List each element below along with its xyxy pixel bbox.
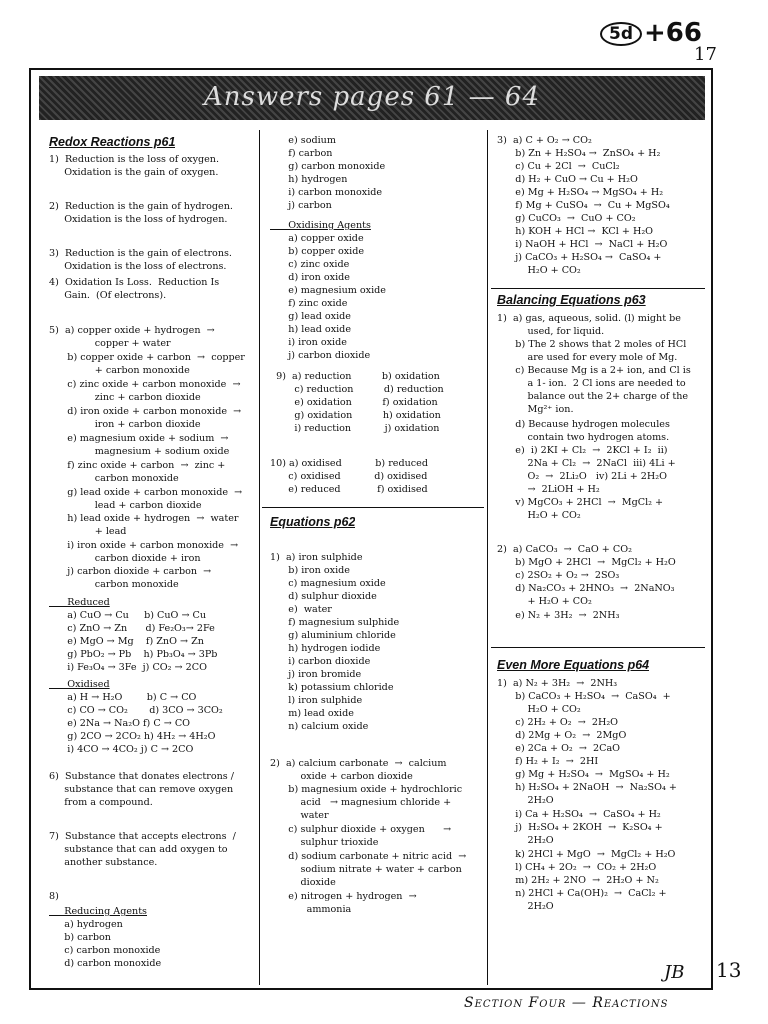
answer-line: → 2LiOH + H₂ <box>497 484 600 495</box>
answer-line: c) magnesium oxide <box>270 578 386 589</box>
answer-line: k) 2HCl + MgO → MgCl₂ + H₂O <box>497 849 676 860</box>
answer-line: b) copper oxide + carbon → copper <box>49 352 245 363</box>
answer-line: i) 4CO → 4CO₂ j) C → 2CO <box>49 744 194 755</box>
answer-line: k) potassium chloride <box>270 682 394 693</box>
answer-line: d) iron oxide <box>270 272 350 283</box>
title-banner <box>39 76 705 120</box>
answer-line: H₂O + CO₂ <box>497 510 581 521</box>
answer-line: b) The 2 shows that 2 moles of HCl <box>497 339 687 350</box>
answer-line: n) calcium oxide <box>270 721 369 732</box>
answer-line: iron + carbon dioxide <box>49 419 201 430</box>
answer-line: f) magnesium sulphide <box>270 617 400 628</box>
answer-line: e) reduced f) oxidised <box>270 484 428 495</box>
answer-line: 5) a) copper oxide + hydrogen → <box>49 325 215 336</box>
answer-line: carbon monoxide <box>49 473 179 484</box>
answer-line: from a compound. <box>49 797 153 808</box>
answer-line: Oxidation is the loss of hydrogen. <box>49 214 228 225</box>
answer-line: d) sulphur dioxide <box>270 591 377 602</box>
answer-line: h) lead oxide <box>270 324 351 335</box>
answer-line: magnesium + sodium oxide <box>49 446 230 457</box>
answer-line: e) oxidation f) oxidation <box>270 397 438 408</box>
answer-line: b) carbon <box>49 932 111 943</box>
answer-line: d) iron oxide + carbon monoxide → <box>49 406 242 417</box>
answer-line: + H₂O + CO₂ <box>497 596 592 607</box>
column-divider <box>487 130 488 985</box>
answer-line: i) Fe₃O₄ → 3Fe j) CO₂ → 2CO <box>49 662 207 673</box>
answer-line: g) lead oxide <box>270 311 351 322</box>
answer-line: i) NaOH + HCl → NaCl + H₂O <box>497 239 668 250</box>
answer-line: O₂ → 2Li₂O iv) 2Li + 2H₂O <box>497 471 667 482</box>
answer-line: b) magnesium oxide + hydrochloric <box>270 784 463 795</box>
answer-line: d) sodium carbonate + nitric acid → <box>270 851 467 862</box>
answer-line: 3) a) C + O₂ → CO₂ <box>497 135 592 146</box>
answer-line: i) iron oxide + carbon monoxide → <box>49 540 239 551</box>
answer-line: v) MgCO₃ + 2HCl → MgCl₂ + <box>497 497 664 508</box>
answer-line: j) H₂SO₄ + 2KOH → K₂SO₄ + <box>497 822 663 833</box>
answer-line: l) CH₄ + 2O₂ → CO₂ + 2H₂O <box>497 862 657 873</box>
answer-line: d) 2Mg + O₂ → 2MgO <box>497 730 627 741</box>
answer-line: i) Ca + H₂SO₄ → CaSO₄ + H₂ <box>497 809 661 820</box>
answer-line: water <box>270 810 329 821</box>
answer-line: d) carbon monoxide <box>49 958 162 969</box>
answer-line: lead + carbon dioxide <box>49 500 202 511</box>
answer-line: 10) a) oxidised b) reduced <box>270 458 428 469</box>
answer-line: i) carbon dioxide <box>270 656 371 667</box>
answer-line: c) 2H₂ + O₂ → 2H₂O <box>497 717 619 728</box>
answer-line: j) CaCO₃ + H₂SO₄ → CaSO₄ + <box>497 252 662 263</box>
answer-line: j) iron bromide <box>270 669 362 680</box>
answer-line: e) Mg + H₂SO₄ → MgSO₄ + H₂ <box>497 187 664 198</box>
answer-line: Reduced <box>49 597 110 608</box>
answer-line: m) 2H₂ + 2NO → 2H₂O + N₂ <box>497 875 659 886</box>
answer-line: Reducing Agents <box>49 906 147 917</box>
answer-line: + lead <box>49 526 127 537</box>
answer-line: 7) Substance that accepts electrons / <box>49 831 236 842</box>
answer-line: a) copper oxide <box>270 233 364 244</box>
answer-line: dioxide <box>270 877 336 888</box>
answer-line: Oxidised <box>49 679 110 690</box>
answer-line: h) hydrogen <box>270 174 348 185</box>
section-rule <box>491 288 705 289</box>
answer-line: f) carbon <box>270 148 333 159</box>
answer-line: c) Cu + 2Cl → CuCl₂ <box>497 161 620 172</box>
answer-line: 3) Reduction is the gain of electrons. <box>49 248 232 259</box>
answer-line: b) Zn + H₂SO₄ → ZnSO₄ + H₂ <box>497 148 661 159</box>
handwritten-initials: JB <box>664 962 685 983</box>
section-heading: Even More Equations p64 <box>497 658 650 672</box>
answer-line: Mg²⁺ ion. <box>497 404 574 415</box>
answer-line: another substance. <box>49 857 158 868</box>
section-heading: Redox Reactions p61 <box>49 135 176 149</box>
answer-line: 2H₂O <box>497 835 554 846</box>
section-footer: Section Four — Reactions <box>464 995 669 1011</box>
answer-line: 6) Substance that donates electrons / <box>49 771 234 782</box>
answer-line: Gain. (Of electrons). <box>49 290 167 301</box>
answer-line: e) MgO → Mg f) ZnO → Zn <box>49 636 204 647</box>
answer-line: a 1- ion. 2 Cl ions are needed to <box>497 378 686 389</box>
answer-line: d) H₂ + CuO → Cu + H₂O <box>497 174 638 185</box>
answer-line: c) zinc oxide + carbon monoxide → <box>49 379 241 390</box>
answer-line: g) CuCO₃ → CuO + CO₂ <box>497 213 636 224</box>
answer-line: c) CO → CO₂ d) 3CO → 3CO₂ <box>49 705 223 716</box>
answer-line: h) lead oxide + hydrogen → water <box>49 513 239 524</box>
answer-line: 2) Reduction is the gain of hydrogen. <box>49 201 233 212</box>
answer-line: 8) <box>49 891 59 902</box>
answer-line: e) i) 2KI + Cl₂ → 2KCl + I₂ ii) <box>497 445 668 456</box>
answer-line: a) H → H₂O b) C → CO <box>49 692 197 703</box>
answer-line: Oxidation is the gain of oxygen. <box>49 167 219 178</box>
column-divider <box>259 130 260 985</box>
answer-line: b) MgO + 2HCl → MgCl₂ + H₂O <box>497 557 676 568</box>
answer-line: 2Na + Cl₂ → 2NaCl iii) 4Li + <box>497 458 676 469</box>
answer-line: b) iron oxide <box>270 565 350 576</box>
circled-note: 5d <box>600 22 642 46</box>
answer-line: h) KOH + HCl → KCl + H₂O <box>497 226 654 237</box>
answer-line: H₂O + CO₂ <box>497 704 581 715</box>
answer-line: e) magnesium oxide + sodium → <box>49 433 229 444</box>
answer-line: b) copper oxide <box>270 246 365 257</box>
section-rule <box>262 507 484 508</box>
answer-line: + carbon monoxide <box>49 365 190 376</box>
answer-line: n) 2HCl + Ca(OH)₂ → CaCl₂ + <box>497 888 667 899</box>
answer-line: 2H₂O <box>497 795 554 806</box>
answer-line: 2) a) CaCO₃ → CaO + CO₂ <box>497 544 632 555</box>
answer-line: used, for liquid. <box>497 326 605 337</box>
answer-line: g) 2CO → 2CO₂ h) 4H₂ → 4H₂O <box>49 731 216 742</box>
answer-line: i) iron oxide <box>270 337 347 348</box>
answer-line: i) reduction j) oxidation <box>270 423 440 434</box>
answer-line: oxide + carbon dioxide <box>270 771 413 782</box>
handwritten-annotation <box>600 18 702 48</box>
answer-line: e) nitrogen + hydrogen → <box>270 891 417 902</box>
answer-line: i) carbon monoxide <box>270 187 383 198</box>
answer-line: f) zinc oxide <box>270 298 348 309</box>
answer-line: c) carbon monoxide <box>49 945 161 956</box>
section-heading: Balancing Equations p63 <box>497 293 646 307</box>
answer-line: j) carbon dioxide + carbon → <box>49 566 212 577</box>
answer-line: 1) a) iron sulphide <box>270 552 363 563</box>
answer-line: contain two hydrogen atoms. <box>497 432 670 443</box>
answer-line: j) carbon <box>270 200 332 211</box>
answer-line: 2) a) calcium carbonate → calcium <box>270 758 447 769</box>
answer-line: m) lead oxide <box>270 708 354 719</box>
answer-line: Oxidation is the loss of electrons. <box>49 261 227 272</box>
answer-line: sulphur trioxide <box>270 837 379 848</box>
answer-line: 2H₂O <box>497 901 554 912</box>
answer-line: substance that can remove oxygen <box>49 784 234 795</box>
answer-line: f) zinc oxide + carbon → zinc + <box>49 460 226 471</box>
answer-line: H₂O + CO₂ <box>497 265 581 276</box>
answer-line: f) H₂ + I₂ → 2HI <box>497 756 599 767</box>
answer-line: substance that can add oxygen to <box>49 844 228 855</box>
answer-line: copper + water <box>49 338 171 349</box>
answer-line: a) hydrogen <box>49 919 123 930</box>
answer-line: ammonia <box>270 904 352 915</box>
answer-line: balance out the 2+ charge of the <box>497 391 689 402</box>
answer-line: c) sulphur dioxide + oxygen → <box>270 824 452 835</box>
answer-line: e) water <box>270 604 332 615</box>
answer-line: carbon monoxide <box>49 579 179 590</box>
answer-line: 1) Reduction is the loss of oxygen. <box>49 154 220 165</box>
page-number: 17 <box>694 44 717 65</box>
answer-line: h) hydrogen iodide <box>270 643 381 654</box>
answer-line: c) reduction d) reduction <box>270 384 444 395</box>
answer-line: 1) a) gas, aqueous, solid. (l) might be <box>497 313 681 324</box>
answer-line: h) H₂SO₄ + 2NaOH → Na₂SO₄ + <box>497 782 677 793</box>
answer-line: e) sodium <box>270 135 336 146</box>
answer-line: zinc + carbon dioxide <box>49 392 201 403</box>
section-rule <box>491 647 705 648</box>
banner-title: Answers pages 61 — 64 <box>203 82 541 112</box>
answer-line: f) Mg + CuSO₄ → Cu + MgSO₄ <box>497 200 670 211</box>
answer-line: e) magnesium oxide <box>270 285 386 296</box>
answer-line: c) Because Mg is a 2+ ion, and Cl is <box>497 365 691 376</box>
answer-line: c) 2SO₂ + O₂ → 2SO₃ <box>497 570 620 581</box>
answer-line: g) lead oxide + carbon monoxide → <box>49 487 243 498</box>
answer-line: g) PbO₂ → Pb h) Pb₃O₄ → 3Pb <box>49 649 218 660</box>
section-heading: Equations p62 <box>270 515 356 529</box>
answer-line: b) CaCO₃ + H₂SO₄ → CaSO₄ + <box>497 691 671 702</box>
answer-line: a) CuO → Cu b) CuO → Cu <box>49 610 207 621</box>
answer-line: g) Mg + H₂SO₄ → MgSO₄ + H₂ <box>497 769 670 780</box>
answer-line: e) 2Na → Na₂O f) C → CO <box>49 718 191 729</box>
answer-line: g) aluminium chloride <box>270 630 396 641</box>
answer-line: 4) Oxidation Is Loss. Reduction Is <box>49 277 220 288</box>
answer-line: 9) a) reduction b) oxidation <box>270 371 440 382</box>
answer-line: c) oxidised d) oxidised <box>270 471 428 482</box>
answer-line: are used for every mole of Mg. <box>497 352 678 363</box>
answer-line: g) oxidation h) oxidation <box>270 410 441 421</box>
answer-line: carbon dioxide + iron <box>49 553 201 564</box>
answer-line: acid → magnesium chloride + <box>270 797 452 808</box>
answer-line: e) N₂ + 3H₂ → 2NH₃ <box>497 610 620 621</box>
answer-line: c) zinc oxide <box>270 259 350 270</box>
answer-line: c) ZnO → Zn d) Fe₂O₃→ 2Fe <box>49 623 215 634</box>
answer-line: g) carbon monoxide <box>270 161 386 172</box>
answer-line: e) 2Ca + O₂ → 2CaO <box>497 743 621 754</box>
pen-mark: 13 <box>716 958 742 982</box>
answer-line: sodium nitrate + water + carbon <box>270 864 462 875</box>
answer-line: j) carbon dioxide <box>270 350 371 361</box>
answer-line: l) iron sulphide <box>270 695 363 706</box>
answer-line: d) Because hydrogen molecules <box>497 419 670 430</box>
answer-line: 1) a) N₂ + 3H₂ → 2NH₃ <box>497 678 618 689</box>
answer-line: d) Na₂CO₃ + 2HNO₃ → 2NaNO₃ <box>497 583 675 594</box>
handwritten-score: +66 <box>644 18 702 48</box>
answer-line: Oxidising Agents <box>270 220 371 231</box>
